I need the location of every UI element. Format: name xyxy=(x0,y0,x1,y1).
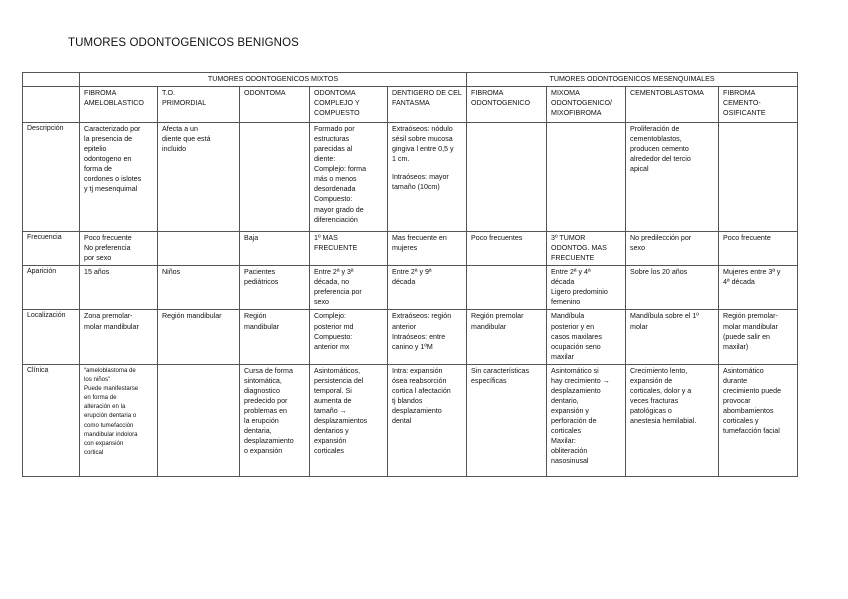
table-cell-line: tamaño → xyxy=(314,407,347,415)
table-cell-line: Zona premolar- xyxy=(84,312,133,321)
table-cell-line: tamaño (10cm) xyxy=(392,183,440,192)
column-header xyxy=(626,87,719,123)
table-cell xyxy=(80,310,158,364)
row-label: Aparición xyxy=(23,266,80,310)
table-row xyxy=(23,232,798,266)
table-cell-line: parecidas al xyxy=(314,145,353,154)
column-header-line: COMPLEJO Y xyxy=(314,99,360,108)
table-cell-line: mandibular indolora xyxy=(84,430,138,438)
table-cell-line: sintomática, xyxy=(244,376,282,385)
table-cell-line: anterior mx xyxy=(314,342,350,351)
table-cell xyxy=(719,123,798,232)
column-header-line: CEMENTOBLASTOMA xyxy=(630,89,704,97)
column-header xyxy=(158,87,240,123)
table-cell-line: casos maxilares xyxy=(551,332,602,341)
table-cell-line: como tumefacción xyxy=(84,421,134,429)
table-cell-line: 15 años xyxy=(84,268,110,277)
table-cell-line: Entre 2ª y 9ª xyxy=(392,268,432,277)
table-cell-line: en forma de xyxy=(84,394,117,402)
table-cell-line: Intra: expansión xyxy=(392,366,443,375)
column-header xyxy=(80,87,158,123)
table-row xyxy=(23,310,798,364)
table-cell xyxy=(158,232,240,266)
table-cell xyxy=(719,310,798,364)
table-cell-line: Asintomáticos, xyxy=(314,366,361,375)
table-cell-line: sexo xyxy=(630,244,646,253)
table-cell-line: FRECUENTE xyxy=(314,244,358,253)
table-cell-line: molar mandibular xyxy=(723,322,778,331)
document-title: TUMORES ODONTOGENICOS BENIGNOS xyxy=(68,37,299,49)
table-cell-line: Región xyxy=(244,312,267,321)
table-cell-line: sexo xyxy=(314,298,329,307)
column-header-line: ODONTOMA xyxy=(244,89,286,97)
table-cell-line: corticales, dolor y a xyxy=(630,386,692,395)
table-cell-line: femenino xyxy=(551,298,581,307)
table-cell-line: tumefacción facial xyxy=(723,427,780,436)
column-header-line: ODONTOMA xyxy=(314,89,356,97)
table-cell-line: Intraóseos: mayor xyxy=(392,173,449,182)
column-header-line: PRIMORDIAL xyxy=(162,99,207,108)
table-cell-line: estructuras xyxy=(314,135,350,144)
table-cell-line: Asintomático xyxy=(723,366,764,375)
table-cell-line: Mujeres entre 3ª y xyxy=(723,268,781,277)
table-cell-line: la erupción xyxy=(244,417,279,426)
table-cell xyxy=(467,123,547,232)
table-cell-line: veces fracturas xyxy=(630,396,679,405)
table-cell xyxy=(240,310,310,364)
table-cell-line: canino y 1ºM xyxy=(392,342,433,351)
column-header-line: ODONTOGENICO/ xyxy=(551,99,613,108)
table-cell xyxy=(240,364,310,476)
table-cell-line: por sexo xyxy=(84,254,112,263)
table-cell-line: década xyxy=(392,278,416,287)
row-label: Clínica xyxy=(23,364,80,476)
corner-cell-2 xyxy=(23,87,80,123)
table-cell-line: No predilección por xyxy=(630,234,692,242)
table-cell-line: odontogeno en xyxy=(84,155,132,164)
table-cell xyxy=(158,310,240,364)
table-cell xyxy=(80,364,158,476)
table-cell-line: diente: xyxy=(314,155,336,164)
table-cell-line: Mandíbula xyxy=(551,312,585,321)
table-cell-line: gingiva l entre 0,5 y xyxy=(392,145,454,154)
table-cell xyxy=(626,266,719,310)
table-cell-line: producen cemento xyxy=(630,145,689,154)
table-cell-line: expansión xyxy=(314,437,347,446)
table-cell-line: incluido xyxy=(162,145,187,154)
corner-cell xyxy=(23,73,80,87)
table-cell-line: Complejo: forma xyxy=(314,165,367,174)
table-cell xyxy=(310,266,388,310)
table-cell xyxy=(547,232,626,266)
table-cell-line: desplazamientos xyxy=(314,417,368,426)
table-cell xyxy=(310,364,388,476)
column-header xyxy=(547,87,626,123)
table-cell-line: anterior xyxy=(392,322,417,331)
table-cell-line: mayor grado de xyxy=(314,205,364,214)
table-cell xyxy=(547,266,626,310)
table-cell-line: Intraóseos: entre xyxy=(392,332,446,341)
column-header-line: ODONTOGENICO xyxy=(471,99,531,108)
table-cell xyxy=(80,266,158,310)
column-header-line: MIXOMA xyxy=(551,89,580,97)
table-cell-line: Entre 2ª y 4ª xyxy=(551,268,591,277)
table-cell-line: Ligero predominio xyxy=(551,288,608,297)
table-cell-line: molar xyxy=(630,322,648,331)
table-cell-line: Afecta a un xyxy=(162,125,198,133)
table-cell-line: temporal. Si xyxy=(314,386,352,395)
table-cell-line: erupción dentaria o xyxy=(84,412,137,420)
row-label: Localización xyxy=(23,310,80,364)
table-cell-line: desplazamiento xyxy=(244,437,294,446)
table-cell-line: alrededor del tercio xyxy=(630,155,691,164)
table-cell-line: Niños xyxy=(162,268,181,277)
table-cell-line: posterior md xyxy=(314,322,354,331)
table-cell xyxy=(310,123,388,232)
table-cell-line: cementoblastos, xyxy=(630,135,682,144)
table-cell xyxy=(547,364,626,476)
table-cell-line: predecido por xyxy=(244,396,288,405)
table-cell-line: corticales xyxy=(551,427,582,436)
table-cell xyxy=(547,310,626,364)
table-cell-line: expansión de xyxy=(630,376,673,385)
column-header xyxy=(388,87,467,123)
column-header-row xyxy=(23,87,798,123)
table-cell-line: dentaria, xyxy=(244,427,272,436)
table-cell-line: Baja xyxy=(244,234,259,242)
table-cell-line: abombamientos xyxy=(723,407,774,415)
table-cell-line: cordones o islotes xyxy=(84,175,142,184)
group-header-row xyxy=(23,73,798,87)
table-cell xyxy=(388,364,467,476)
table-cell xyxy=(626,232,719,266)
table-cell xyxy=(310,232,388,266)
table-cell-line: ODONTOG. MAS xyxy=(551,244,607,253)
table-cell-line: Sobre los 20 años xyxy=(630,268,688,277)
table-cell-line: Caracterizado por xyxy=(84,125,141,133)
table-cell xyxy=(158,266,240,310)
table-cell-line: Mandíbula sobre el 1º xyxy=(630,312,699,321)
table-cell-line: alteración en la xyxy=(84,403,126,411)
table-cell-line: Sin características xyxy=(471,366,529,375)
table-cell-line: dentario, xyxy=(551,396,579,405)
table-cell-line: la presencia de xyxy=(84,135,133,144)
table-cell-line: Poco frecuente xyxy=(84,234,132,242)
table-cell-line: anestesia hemilabial. xyxy=(630,417,697,426)
table-cell-line: Región mandibular xyxy=(162,312,222,321)
table-cell-line: Compuesto: xyxy=(314,332,353,341)
table-cell xyxy=(547,123,626,232)
table-cell-line: con expansión xyxy=(84,439,124,447)
column-header-line: COMPUESTO xyxy=(314,109,360,118)
table-row xyxy=(23,123,798,232)
table-cell-line: maxilar) xyxy=(723,342,749,351)
column-header xyxy=(467,87,547,123)
table-cell xyxy=(388,310,467,364)
table-cell-line: preferencia por xyxy=(314,288,362,297)
table-cell-line: ocupación seno xyxy=(551,342,601,351)
table-cell-line: década xyxy=(551,278,575,287)
table-cell xyxy=(626,123,719,232)
table-cell-line xyxy=(392,164,463,172)
table-cell-line: Región premolar- xyxy=(723,312,778,321)
column-header xyxy=(240,87,310,123)
table-cell xyxy=(467,266,547,310)
table-cell-line: diferenciación xyxy=(314,215,358,224)
table-cell-line: durante xyxy=(723,376,748,385)
column-header-line: T.O. xyxy=(162,89,176,97)
table-cell xyxy=(467,364,547,476)
table-cell-line: Entre 2ª y 3ª xyxy=(314,268,354,277)
table-cell-line: desplazamiento xyxy=(392,407,442,415)
table-cell-line: maxilar xyxy=(551,352,574,361)
row-label: Descripción xyxy=(23,123,80,232)
table-cell xyxy=(240,266,310,310)
table-cell-line: problemas en xyxy=(244,407,287,415)
table-cell-line: específicas xyxy=(471,376,507,385)
table-cell-line: corticales y xyxy=(723,417,759,426)
table-cell xyxy=(310,310,388,364)
table-cell-line: dentarios y xyxy=(314,427,349,436)
table-cell-line: aumenta de xyxy=(314,396,352,405)
table-cell-line: Puede manifestarse xyxy=(84,385,139,393)
table-cell xyxy=(719,364,798,476)
table-cell-line: tj blandos xyxy=(392,396,423,405)
tumor-table xyxy=(22,72,798,477)
table-cell xyxy=(158,123,240,232)
table-cell xyxy=(240,123,310,232)
table-cell-line: ósea reabsorción xyxy=(392,376,447,385)
table-cell-line: persistencia del xyxy=(314,376,364,385)
table-cell-line: Maxilar: xyxy=(551,437,576,446)
table-cell-line: sésil sobre mucosa xyxy=(392,135,453,144)
table-cell-line: desordenada xyxy=(314,185,356,194)
table-cell-line: 3º TUMOR xyxy=(551,234,586,242)
table-cell-line: FRECUENTE xyxy=(551,254,595,263)
table-cell-line: Proliferación de xyxy=(630,125,680,133)
table-cell-line: mandibular xyxy=(471,322,507,331)
table-row xyxy=(23,266,798,310)
table-cell xyxy=(467,232,547,266)
table-cell xyxy=(467,310,547,364)
table-cell-line: Asintomático si xyxy=(551,366,599,375)
table-cell xyxy=(719,232,798,266)
column-header-line: CEMENTO- xyxy=(723,99,761,108)
table-cell xyxy=(719,266,798,310)
table-cell-line: No preferencia xyxy=(84,244,131,253)
table-cell-line: cortica l afectación xyxy=(392,386,451,395)
table-row xyxy=(23,364,798,476)
table-cell xyxy=(626,364,719,476)
group-mesenquimales: TUMORES ODONTOGENICOS MESENQUIMALES xyxy=(467,73,798,87)
table-cell-line: Región premolar xyxy=(471,312,524,321)
table-cell-line: forma de xyxy=(84,165,112,174)
table-cell-line: 4ª década xyxy=(723,278,755,287)
table-cell-line: desplazamiento xyxy=(551,386,601,395)
table-cell-line: cortical xyxy=(84,449,104,457)
table-cell-line: Cursa de forma xyxy=(244,366,293,375)
column-header xyxy=(310,87,388,123)
table-cell xyxy=(158,364,240,476)
column-header-line: MIXOFIBROMA xyxy=(551,109,602,118)
table-cell-line: dental xyxy=(392,417,412,426)
column-header-line: FIBROMA xyxy=(84,89,117,97)
row-label: Frecuencia xyxy=(23,232,80,266)
table-cell xyxy=(80,232,158,266)
table-cell-line: epitelio xyxy=(84,145,107,154)
table-cell xyxy=(80,123,158,232)
table-cell-line: obliteración xyxy=(551,447,588,456)
table-cell-line: Extraóseos: región xyxy=(392,312,452,321)
table-cell-line: corticales xyxy=(314,447,344,456)
table-cell-line: hay crecimiento → xyxy=(551,376,610,385)
column-header-line: FIBROMA xyxy=(471,89,504,97)
column-header-line: AMELOBLASTICO xyxy=(84,99,144,108)
table-cell-line: provocar xyxy=(723,396,751,405)
table-cell-line: y tj mesenquimal xyxy=(84,185,138,194)
table-cell-line: Complejo: xyxy=(314,312,346,321)
column-header-line: OSIFICANTE xyxy=(723,109,766,118)
table-cell-line: apical xyxy=(630,165,649,174)
table-cell-line: molar mandibular xyxy=(84,322,139,331)
table-cell-line: (puede salir en xyxy=(723,332,770,341)
column-header-line: FANTASMA xyxy=(392,99,430,108)
table-cell-line: 1 cm. xyxy=(392,155,410,164)
table-cell-line: patológicas o xyxy=(630,407,672,415)
table-cell-line: pediátricos xyxy=(244,278,279,287)
column-header xyxy=(719,87,798,123)
table-cell-line: Poco frecuentes xyxy=(471,234,523,242)
table-cell xyxy=(626,310,719,364)
table-cell xyxy=(240,232,310,266)
table-cell-line: diente que está xyxy=(162,135,211,144)
group-mixtos: TUMORES ODONTOGENICOS MIXTOS xyxy=(80,73,467,87)
table-cell-line: mandibular xyxy=(244,322,280,331)
column-header-line: FIBROMA xyxy=(723,89,756,97)
table-cell-line: perforación de xyxy=(551,417,597,426)
table-cell-line: Poco frecuente xyxy=(723,234,771,242)
table-cell-line: nasosinusal xyxy=(551,457,589,466)
table-cell-line: expansión y xyxy=(551,407,589,415)
table-cell-line: posterior y en xyxy=(551,322,595,331)
table-cell-line: más o menos xyxy=(314,175,357,184)
table-cell-line: mujeres xyxy=(392,244,418,253)
column-header-line: DENTIGERO DE CEL xyxy=(392,89,462,97)
table-cell-line: diagnostico xyxy=(244,386,280,395)
table-cell-line: 1º MAS xyxy=(314,234,338,242)
table-cell-line: Crecimiento lento, xyxy=(630,366,688,375)
table-cell xyxy=(388,232,467,266)
table-cell-line: Compuesto: xyxy=(314,195,353,204)
table-cell xyxy=(388,123,467,232)
table-cell xyxy=(388,266,467,310)
table-cell-line: Extraóseos: nódulo xyxy=(392,125,453,133)
table-cell-line: Pacientes xyxy=(244,268,276,277)
table-cell-line: Formado por xyxy=(314,125,355,133)
table-cell-line: “ameloblastoma de xyxy=(84,366,136,374)
table-cell-line: los niños” xyxy=(84,375,111,383)
table-cell-line: década, no xyxy=(314,278,350,287)
table-cell-line: o expansión xyxy=(244,447,283,456)
table-cell-line: crecimiento puede xyxy=(723,386,782,395)
table-cell-line: Mas frecuente en xyxy=(392,234,447,242)
